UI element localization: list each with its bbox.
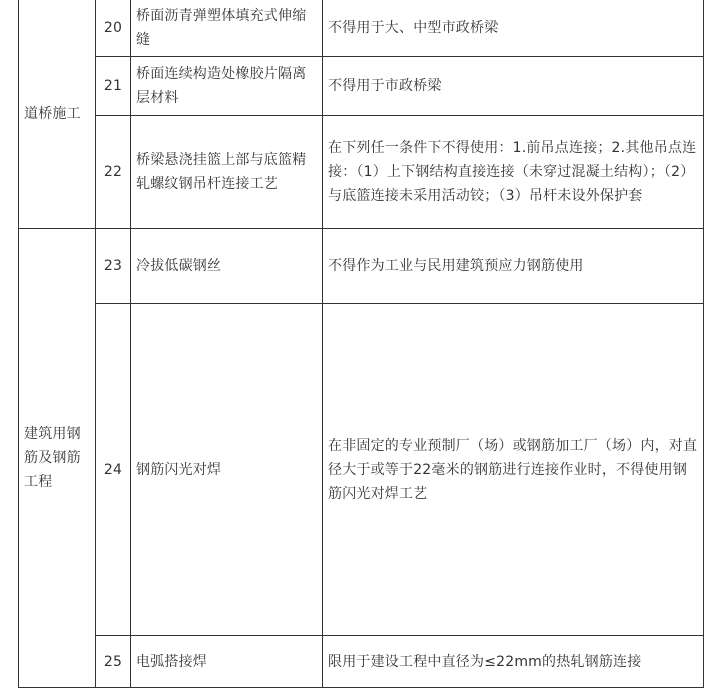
item-name: 桥面沥青弹塑体填充式伸缩缝 bbox=[131, 0, 323, 57]
item-name: 冷拔低碳钢丝 bbox=[131, 229, 323, 304]
category-cell: 道桥施工 bbox=[19, 0, 96, 229]
item-name: 电弧搭接焊 bbox=[131, 636, 323, 688]
row-number: 22 bbox=[96, 116, 131, 229]
restriction-text: 不得用于大、中型市政桥梁 bbox=[323, 0, 704, 57]
restriction-text: 不得作为工业与民用建筑预应力钢筋使用 bbox=[323, 229, 704, 304]
item-name: 桥梁悬浇挂篮上部与底篮精轧螺纹钢吊杆连接工艺 bbox=[131, 116, 323, 229]
table-row bbox=[19, 636, 704, 688]
table-row bbox=[19, 229, 704, 304]
row-number: 23 bbox=[96, 229, 131, 304]
restriction-text: 在非固定的专业预制厂（场）或钢筋加工厂（场）内，对直径大于或等于22毫米的钢筋进行连接作业时，不得使用钢筋闪光对焊工艺 bbox=[323, 304, 704, 636]
item-name: 钢筋闪光对焊 bbox=[131, 304, 323, 636]
restriction-text: 在下列任一条件下不得使用：1.前吊点连接；2.其他吊点连接：（1）上下钢结构直接连接（未穿过混凝土结构）；（2）与底篮连接未采用活动铰；（3）吊杆未设外保护套 bbox=[323, 116, 704, 229]
restriction-text: 不得用于市政桥梁 bbox=[323, 57, 704, 116]
restriction-text: 限用于建设工程中直径为≤22mm的热轧钢筋连接 bbox=[323, 636, 704, 688]
row-number: 21 bbox=[96, 57, 131, 116]
row-number: 20 bbox=[96, 0, 131, 57]
table-row bbox=[19, 304, 704, 636]
table-row bbox=[19, 116, 704, 229]
table-row bbox=[19, 57, 704, 116]
row-number: 24 bbox=[96, 304, 131, 636]
item-name: 桥面连续构造处橡胶片隔离层材料 bbox=[131, 57, 323, 116]
row-number: 25 bbox=[96, 636, 131, 688]
category-cell: 建筑用钢筋及钢筋工程 bbox=[19, 229, 96, 688]
table-row bbox=[19, 0, 704, 57]
regulation-table bbox=[18, 0, 704, 688]
